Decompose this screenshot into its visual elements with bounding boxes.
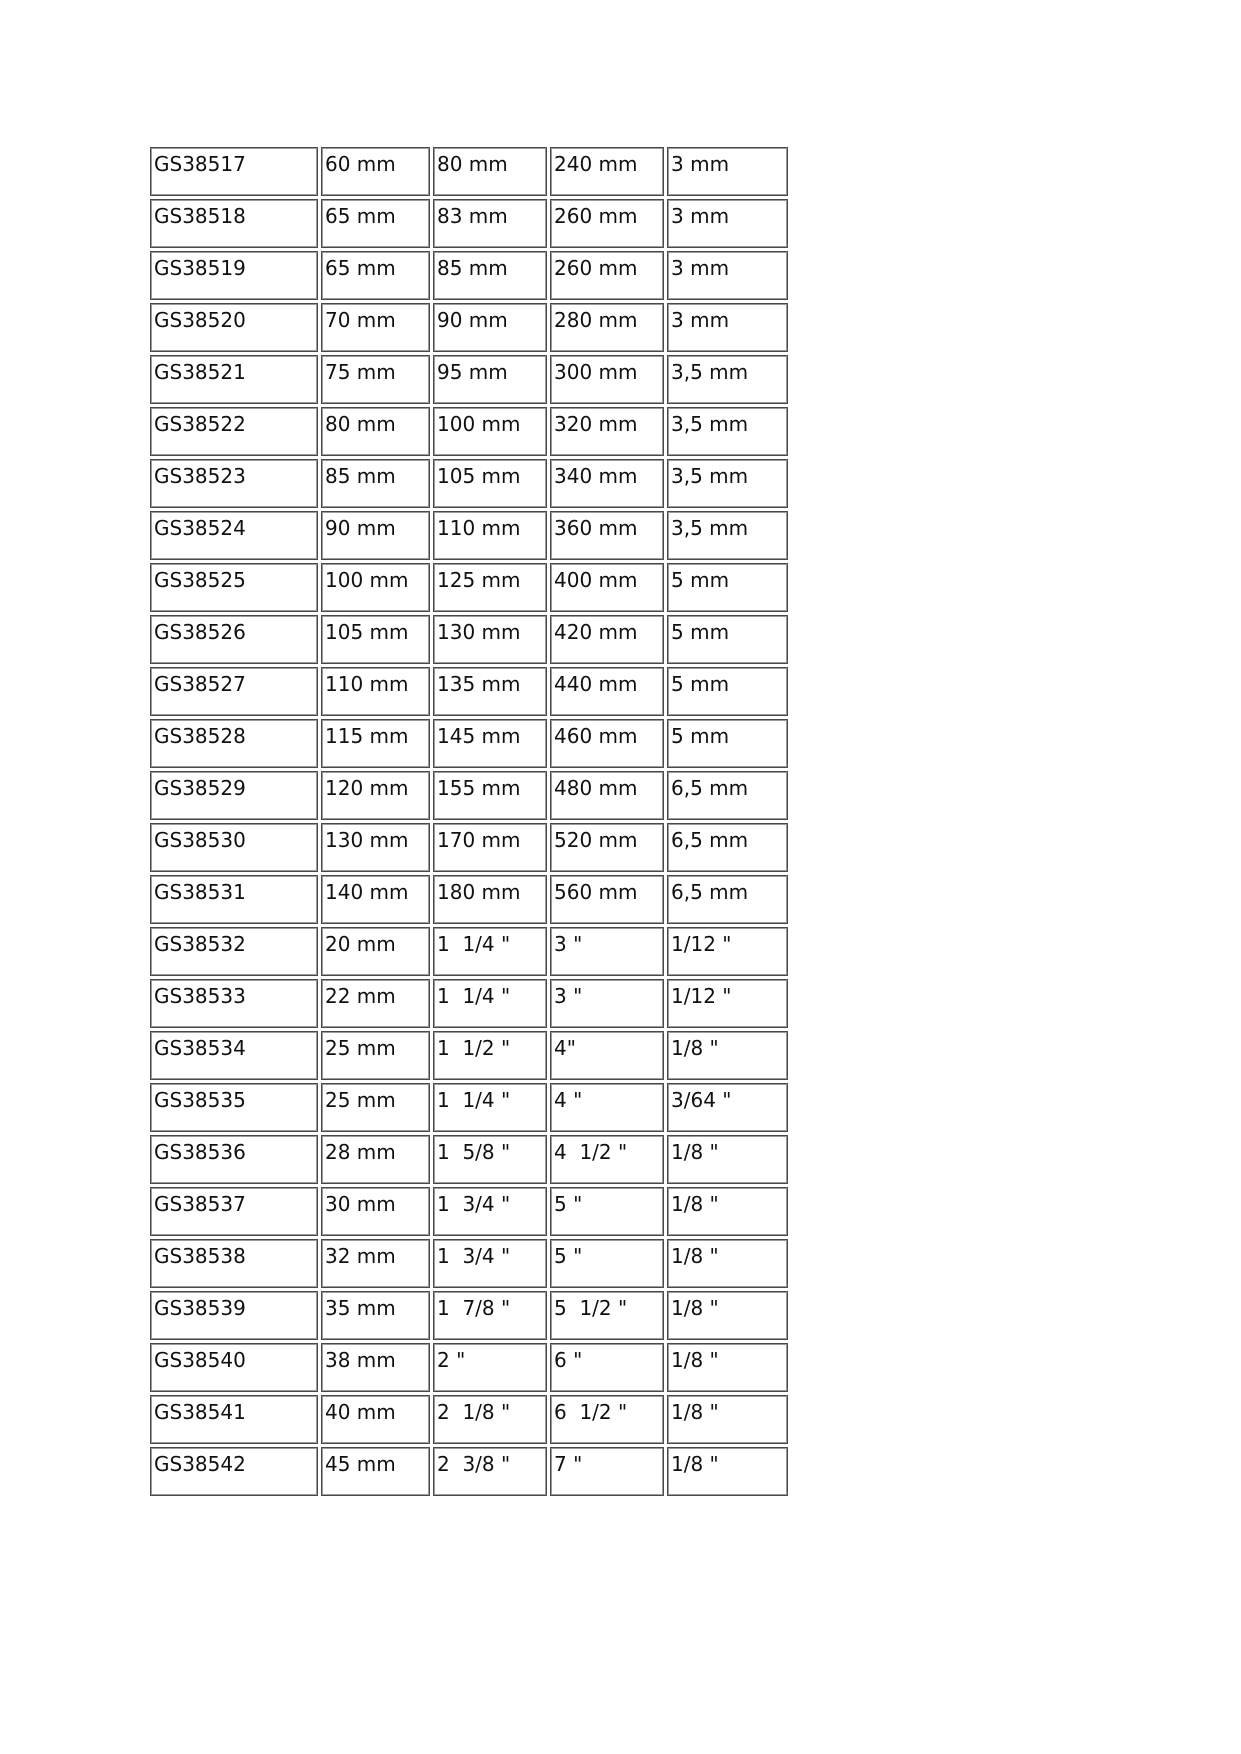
- dimension-c-cell: 4": [550, 1031, 664, 1080]
- table-row: [150, 1395, 788, 1444]
- part-number-cell: GS38523: [150, 459, 318, 508]
- dimension-a-cell: 120 mm: [321, 771, 430, 820]
- part-number-cell: GS38522: [150, 407, 318, 456]
- table-row: [150, 875, 788, 924]
- table-row: [150, 1239, 788, 1288]
- dimension-a-cell: 32 mm: [321, 1239, 430, 1288]
- dimension-a-cell: 38 mm: [321, 1343, 430, 1392]
- part-number-cell: GS38519: [150, 251, 318, 300]
- dimension-b-cell: 2 3/8 ": [433, 1447, 547, 1496]
- dimension-b-cell: 180 mm: [433, 875, 547, 924]
- table-row: [150, 823, 788, 872]
- table-row: [150, 1343, 788, 1392]
- dimension-c-cell: 7 ": [550, 1447, 664, 1496]
- dimension-c-cell: 3 ": [550, 927, 664, 976]
- dimension-a-cell: 65 mm: [321, 199, 430, 248]
- part-number-cell: GS38520: [150, 303, 318, 352]
- dimension-a-cell: 140 mm: [321, 875, 430, 924]
- part-number-cell: GS38518: [150, 199, 318, 248]
- dimension-c-cell: 5 ": [550, 1239, 664, 1288]
- dimension-b-cell: 130 mm: [433, 615, 547, 664]
- table-row: [150, 511, 788, 560]
- dimension-a-cell: 85 mm: [321, 459, 430, 508]
- dimension-a-cell: 65 mm: [321, 251, 430, 300]
- table-row: [150, 199, 788, 248]
- dimension-a-cell: 25 mm: [321, 1083, 430, 1132]
- dimension-a-cell: 75 mm: [321, 355, 430, 404]
- dimension-a-cell: 45 mm: [321, 1447, 430, 1496]
- part-number-cell: GS38526: [150, 615, 318, 664]
- table-row: [150, 719, 788, 768]
- thickness-cell: 3 mm: [667, 251, 788, 300]
- thickness-cell: 3,5 mm: [667, 407, 788, 456]
- dimension-b-cell: 1 5/8 ": [433, 1135, 547, 1184]
- dimension-a-cell: 110 mm: [321, 667, 430, 716]
- dimension-a-cell: 20 mm: [321, 927, 430, 976]
- part-number-cell: GS38541: [150, 1395, 318, 1444]
- table-row: [150, 1447, 788, 1496]
- thickness-cell: 3 mm: [667, 147, 788, 196]
- dimension-a-cell: 80 mm: [321, 407, 430, 456]
- dimension-c-cell: 260 mm: [550, 251, 664, 300]
- dimension-c-cell: 6 ": [550, 1343, 664, 1392]
- dimension-b-cell: 100 mm: [433, 407, 547, 456]
- part-number-cell: GS38532: [150, 927, 318, 976]
- dimension-c-cell: 3 ": [550, 979, 664, 1028]
- thickness-cell: 1/8 ": [667, 1447, 788, 1496]
- dimension-b-cell: 155 mm: [433, 771, 547, 820]
- dimension-c-cell: 440 mm: [550, 667, 664, 716]
- dimension-b-cell: 83 mm: [433, 199, 547, 248]
- dimension-a-cell: 22 mm: [321, 979, 430, 1028]
- part-number-cell: GS38531: [150, 875, 318, 924]
- spec-table-body: [150, 147, 788, 1496]
- dimension-b-cell: 80 mm: [433, 147, 547, 196]
- dimension-a-cell: 30 mm: [321, 1187, 430, 1236]
- thickness-cell: 1/8 ": [667, 1187, 788, 1236]
- dimension-b-cell: 145 mm: [433, 719, 547, 768]
- part-number-cell: GS38537: [150, 1187, 318, 1236]
- table-row: [150, 563, 788, 612]
- dimension-b-cell: 85 mm: [433, 251, 547, 300]
- thickness-cell: 1/8 ": [667, 1395, 788, 1444]
- dimension-c-cell: 280 mm: [550, 303, 664, 352]
- thickness-cell: 6,5 mm: [667, 771, 788, 820]
- part-number-cell: GS38517: [150, 147, 318, 196]
- part-number-cell: GS38527: [150, 667, 318, 716]
- table-row: [150, 667, 788, 716]
- table-row: [150, 1083, 788, 1132]
- part-number-cell: GS38538: [150, 1239, 318, 1288]
- dimension-b-cell: 1 1/2 ": [433, 1031, 547, 1080]
- thickness-cell: 6,5 mm: [667, 875, 788, 924]
- table-row: [150, 355, 788, 404]
- table-row: [150, 459, 788, 508]
- spec-table: [147, 144, 791, 1499]
- part-number-cell: GS38534: [150, 1031, 318, 1080]
- dimension-a-cell: 25 mm: [321, 1031, 430, 1080]
- dimension-c-cell: 420 mm: [550, 615, 664, 664]
- dimension-c-cell: 320 mm: [550, 407, 664, 456]
- table-row: [150, 927, 788, 976]
- dimension-c-cell: 300 mm: [550, 355, 664, 404]
- table-row: [150, 1031, 788, 1080]
- dimension-c-cell: 4 1/2 ": [550, 1135, 664, 1184]
- part-number-cell: GS38533: [150, 979, 318, 1028]
- part-number-cell: GS38540: [150, 1343, 318, 1392]
- thickness-cell: 1/8 ": [667, 1135, 788, 1184]
- dimension-a-cell: 105 mm: [321, 615, 430, 664]
- dimension-b-cell: 1 3/4 ": [433, 1187, 547, 1236]
- dimension-c-cell: 340 mm: [550, 459, 664, 508]
- dimension-b-cell: 1 7/8 ": [433, 1291, 547, 1340]
- thickness-cell: 3,5 mm: [667, 355, 788, 404]
- part-number-cell: GS38528: [150, 719, 318, 768]
- part-number-cell: GS38524: [150, 511, 318, 560]
- dimension-c-cell: 6 1/2 ": [550, 1395, 664, 1444]
- thickness-cell: 3,5 mm: [667, 511, 788, 560]
- thickness-cell: 3 mm: [667, 303, 788, 352]
- thickness-cell: 3/64 ": [667, 1083, 788, 1132]
- table-row: [150, 979, 788, 1028]
- table-row: [150, 1291, 788, 1340]
- table-row: [150, 303, 788, 352]
- dimension-c-cell: 520 mm: [550, 823, 664, 872]
- dimension-a-cell: 70 mm: [321, 303, 430, 352]
- dimension-b-cell: 1 3/4 ": [433, 1239, 547, 1288]
- dimension-c-cell: 260 mm: [550, 199, 664, 248]
- dimension-b-cell: 1 1/4 ": [433, 927, 547, 976]
- dimension-a-cell: 100 mm: [321, 563, 430, 612]
- dimension-b-cell: 2 1/8 ": [433, 1395, 547, 1444]
- thickness-cell: 5 mm: [667, 563, 788, 612]
- thickness-cell: 5 mm: [667, 667, 788, 716]
- dimension-b-cell: 90 mm: [433, 303, 547, 352]
- dimension-b-cell: 95 mm: [433, 355, 547, 404]
- dimension-c-cell: 5 ": [550, 1187, 664, 1236]
- part-number-cell: GS38521: [150, 355, 318, 404]
- dimension-c-cell: 400 mm: [550, 563, 664, 612]
- thickness-cell: 1/12 ": [667, 979, 788, 1028]
- table-row: [150, 615, 788, 664]
- table-row: [150, 147, 788, 196]
- dimension-a-cell: 90 mm: [321, 511, 430, 560]
- dimension-a-cell: 40 mm: [321, 1395, 430, 1444]
- dimension-a-cell: 28 mm: [321, 1135, 430, 1184]
- table-row: [150, 407, 788, 456]
- dimension-c-cell: 240 mm: [550, 147, 664, 196]
- dimension-b-cell: 1 1/4 ": [433, 1083, 547, 1132]
- thickness-cell: 1/8 ": [667, 1343, 788, 1392]
- thickness-cell: 3,5 mm: [667, 459, 788, 508]
- thickness-cell: 5 mm: [667, 615, 788, 664]
- dimension-b-cell: 2 ": [433, 1343, 547, 1392]
- table-row: [150, 1187, 788, 1236]
- dimension-c-cell: 560 mm: [550, 875, 664, 924]
- thickness-cell: 6,5 mm: [667, 823, 788, 872]
- dimension-c-cell: 460 mm: [550, 719, 664, 768]
- dimension-b-cell: 105 mm: [433, 459, 547, 508]
- dimension-a-cell: 115 mm: [321, 719, 430, 768]
- dimension-b-cell: 125 mm: [433, 563, 547, 612]
- dimension-c-cell: 480 mm: [550, 771, 664, 820]
- dimension-b-cell: 170 mm: [433, 823, 547, 872]
- dimension-b-cell: 135 mm: [433, 667, 547, 716]
- part-number-cell: GS38536: [150, 1135, 318, 1184]
- dimension-a-cell: 35 mm: [321, 1291, 430, 1340]
- thickness-cell: 1/8 ": [667, 1239, 788, 1288]
- thickness-cell: 1/8 ": [667, 1031, 788, 1080]
- table-row: [150, 1135, 788, 1184]
- part-number-cell: GS38535: [150, 1083, 318, 1132]
- dimension-a-cell: 60 mm: [321, 147, 430, 196]
- thickness-cell: 5 mm: [667, 719, 788, 768]
- part-number-cell: GS38525: [150, 563, 318, 612]
- thickness-cell: 3 mm: [667, 199, 788, 248]
- dimension-b-cell: 1 1/4 ": [433, 979, 547, 1028]
- part-number-cell: GS38542: [150, 1447, 318, 1496]
- table-row: [150, 251, 788, 300]
- dimension-b-cell: 110 mm: [433, 511, 547, 560]
- dimension-c-cell: 5 1/2 ": [550, 1291, 664, 1340]
- part-number-cell: GS38539: [150, 1291, 318, 1340]
- dimension-c-cell: 360 mm: [550, 511, 664, 560]
- thickness-cell: 1/8 ": [667, 1291, 788, 1340]
- part-number-cell: GS38530: [150, 823, 318, 872]
- dimension-c-cell: 4 ": [550, 1083, 664, 1132]
- part-number-cell: GS38529: [150, 771, 318, 820]
- table-row: [150, 771, 788, 820]
- thickness-cell: 1/12 ": [667, 927, 788, 976]
- dimension-a-cell: 130 mm: [321, 823, 430, 872]
